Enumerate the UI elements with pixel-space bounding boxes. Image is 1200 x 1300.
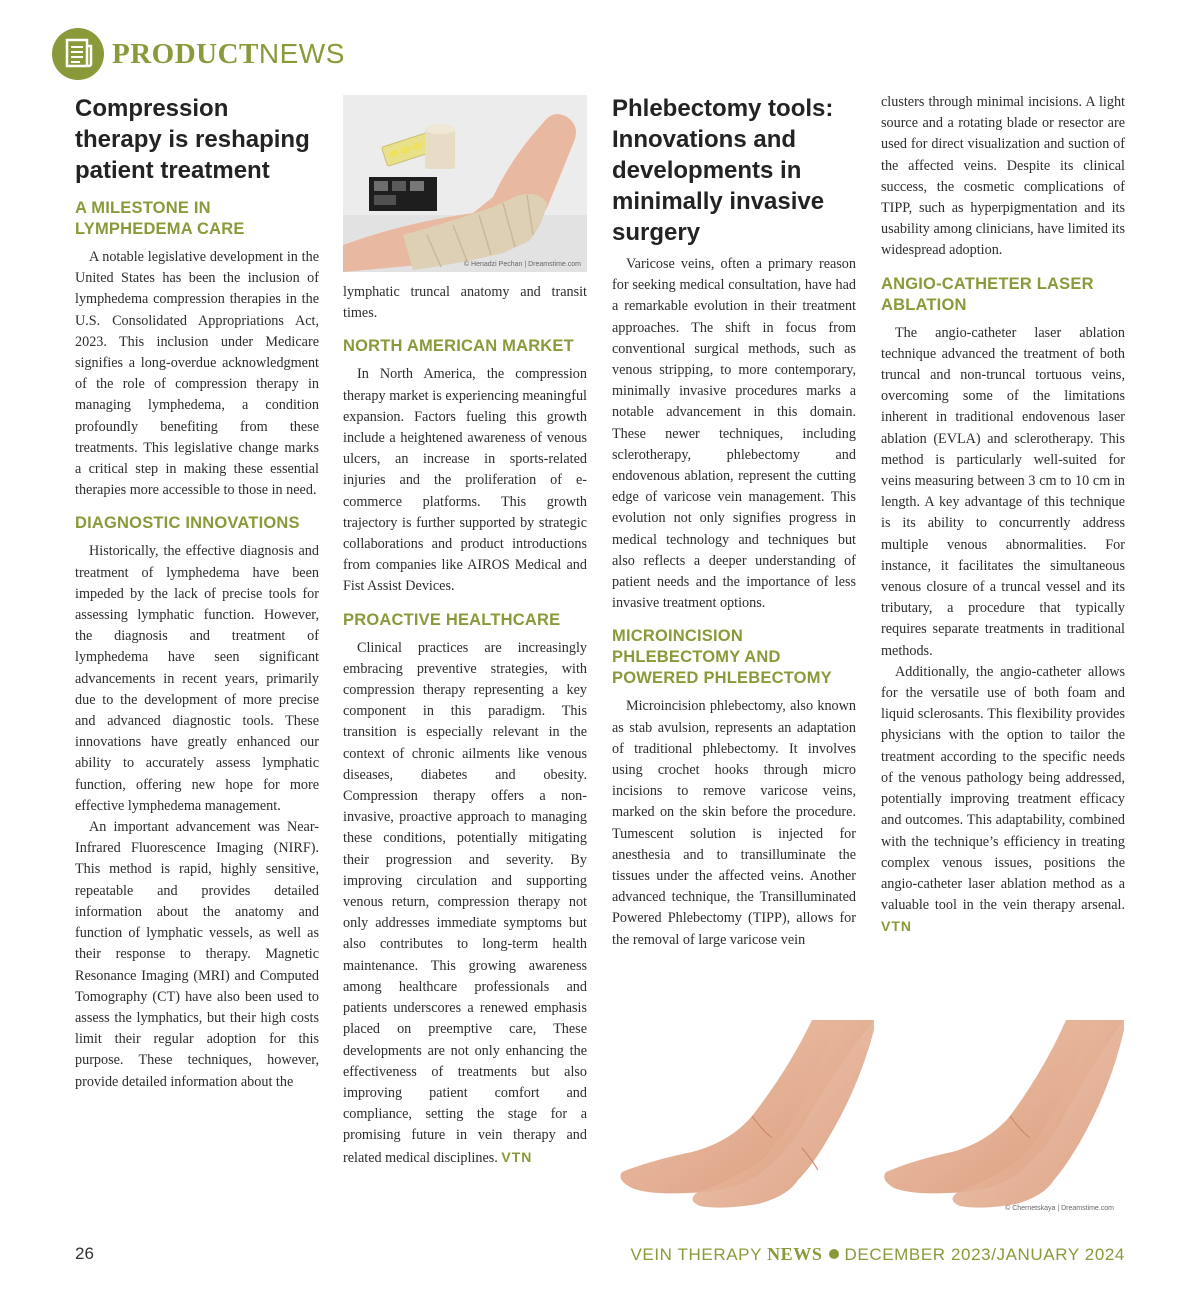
section-brand <box>112 38 345 71</box>
article-2-title: Phlebectomy tools: Innovations and developments in minimally invasive surgery <box>612 95 834 246</box>
photo-credit-2: © Chernetskaya | Dreamstime.com <box>1005 1205 1114 1212</box>
end-mark-1: VTN <box>501 1148 533 1165</box>
subheading-north-american: NORTH AMERICAN MARKET <box>343 337 574 356</box>
paragraph-continuation: lymphatic truncal anatomy and transit times. <box>343 284 587 322</box>
brand-bold: PRODUCT <box>112 37 259 70</box>
bullet-dot-icon <box>829 1249 839 1259</box>
publication-name-bold: NEWS <box>767 1244 823 1264</box>
page-number: 26 <box>75 1244 94 1263</box>
paragraph-north-american: In North America, the compression therapy market is experiencing meaningful expansion. Factors fueling this growth include a heightened awareness of venous ulcers, an increase in sports-related injuries and the proliferation of e-commerce platforms. This growth trajectory is further supported by strategic collaborations and product introductions from companies like AIROS Medical and Fist Assist Devices. <box>343 366 587 595</box>
paragraph-diagnostic-2: An important advancement was Near-Infrared Fluorescence Imaging (NIRF). This method is rapid, highly sensitive, repeatable and provides detailed information about the anatomy and function of lymphatic vessels, as well as their response to therapy. Magnetic Resonance Imaging (MRI) and Computed Tomography (CT) have also been used to assess the lymphatics, but their high costs limit their regular adoption for this purpose. These techniques, however, provide detailed information about the <box>75 819 319 1090</box>
column-4 <box>881 92 1125 939</box>
column-3 <box>612 92 856 951</box>
paragraph-intro: Varicose veins, often a primary reason for seeking medical consultation, have had a remarkable evolution in their treatment approaches. The shift in focus from conventional surgical methods, such as venous stripping, to more contemporary, minimally invasive procedures marks a notable advancement in this domain. These newer techniques, including sclerotherapy, phlebectomy and endovenous ablation, represent the cutting edge of varicose vein management. This evolution not only signifies progress in medical technology and techniques but also reflects a deeper understanding of patient needs and the importance of less invasive treatment options. <box>612 256 856 612</box>
issue-date: DECEMBER 2023/JANUARY 2024 <box>844 1245 1125 1264</box>
subheading-angio-catheter: ANGIO-CATHETER LASER ABLATION <box>881 274 1094 314</box>
paragraph-proactive-text: Clinical practices are increasingly embracing preventive strategies, with compression therapy representing a key component in this paradigm. This transition is especially relevant in the context of chronic ailments like venous diseases, diabetes and obesity. Compression therapy offers a non-invasive, proactive approach to managing these conditions, potentially mitigating their progression and severity. By improving circulation and supporting venous return, compression therapy not only addresses immediate symptoms but also contributes to long-term health maintenance. This growing awareness among healthcare professionals and patients underscores a renewed emphasis placed on preemptive care, These developments are not only enhancing the effectiveness of treatments but also improving patient comfort and compliance, setting the stage for a promising future in vein therapy and related medical disciplines. <box>343 639 587 1166</box>
paragraph-angio-1: The angio-catheter laser ablation technique advanced the treatment of both truncal and non-truncal tortuous veins, overcoming some of the limitations inherent in traditional endovenous laser ablation (EVLA) and sclerotherapy. This method is particularly well-suited for veins measuring between 3 cm to 10 cm in length. A key advantage of this technique is its ability to concurrently address multiple venous abnormalities. For instance, it facilitates the simultaneous venous closure of a truncal vessel and its tributary, a procedure that typically requires separate treatments in traditional methods. <box>881 324 1125 659</box>
section-header <box>52 28 345 80</box>
paragraph-angio-2-text: Additionally, the angio-catheter allows for the versatile use of both foam and liquid sclerosants. This flexibility provides physicians with the option to tailor the treatment according to the specific needs of the venous pathology being addressed, potentially improving treatment efficacy and outcomes. This adaptability, combined with the technique’s efficiency in treating complex venous issues, positions the angio-catheter laser ablation method as a valuable tool in the vein therapy arsenal. <box>881 663 1125 914</box>
subheading-proactive: PROACTIVE HEALTHCARE <box>343 610 561 629</box>
photo-credit-1: © Henadzi Pechan | Dreamstime.com <box>463 261 581 268</box>
subheading-microincision: MICROINCISION PHLEBECTOMY AND POWERED PHLEBECTOMY <box>612 627 832 688</box>
paragraph-proactive <box>343 638 587 1169</box>
paragraph-microincision: Microincision phlebectomy, also known as stab avulsion, represents an adaptation of traditional phlebectomy. It involves using crochet hooks through micro incisions to remove varicose veins, marked on the skin before the procedure. Tumescent solution is injected for anesthesia and to transilluminate the tissues under the affected veins. Another advanced technique, the Transilluminated Powered Phlebectomy (TIPP), allows for the removal of large varicose vein <box>612 698 856 948</box>
subheading-diagnostic: DIAGNOSTIC INNOVATIONS <box>75 514 300 533</box>
brand-light: NEWS <box>258 37 345 69</box>
end-mark-2: VTN <box>881 918 912 935</box>
column-2 <box>343 282 587 1169</box>
paragraph-tipp-continuation: clusters through minimal incisions. A light source and a rotating blade or resector are used for direct visualization and suction of the affected veins. Despite its clinical success, the cosmetic complications of TIPP, such as hyperpigmentation and its usability among clinicians, have limited its widespread adoption. <box>881 94 1125 259</box>
paragraph-angio-2 <box>881 662 1125 939</box>
publication-line <box>630 1244 1125 1265</box>
paragraph-diagnostic-1: Historically, the effective diagnosis and treatment of lymphedema have been impeded by the lack of precise tools for assessing lymphatic function. However, the diagnosis and treatment of lymphedema have seen significant advancements in recent years, primarily due to the development of more precise and advanced diagnostic tools. These innovations have greatly enhanced our ability to accurately assess lymphatic function, offering new hope for more effective lymphedema management. <box>75 543 319 814</box>
paragraph-milestone: A notable legislative development in the United States has been the inclusion of lymphedema compression therapies in the U.S. Consolidated Appropriations Act, 2023. This inclusion under Medicare signifies a long-overdue acknowledgment of the role of compression therapy in managing lymphedema, a condition profoundly benefiting from these treatments. This legislative change marks a critical step in making these essential therapies more accessible to those in need. <box>75 249 319 499</box>
article-1-title: Compression therapy is reshaping patient treatment <box>75 95 310 184</box>
newspaper-icon <box>52 28 104 80</box>
page-footer <box>75 1244 1125 1266</box>
photo-legs-comparison <box>612 1020 1124 1216</box>
publication-name: VEIN THERAPY <box>630 1245 762 1264</box>
subheading-milestone: A MILESTONE IN LYMPHEDEMA CARE <box>75 199 245 238</box>
column-1 <box>75 92 319 1093</box>
photo-bandaged-leg <box>343 95 587 272</box>
